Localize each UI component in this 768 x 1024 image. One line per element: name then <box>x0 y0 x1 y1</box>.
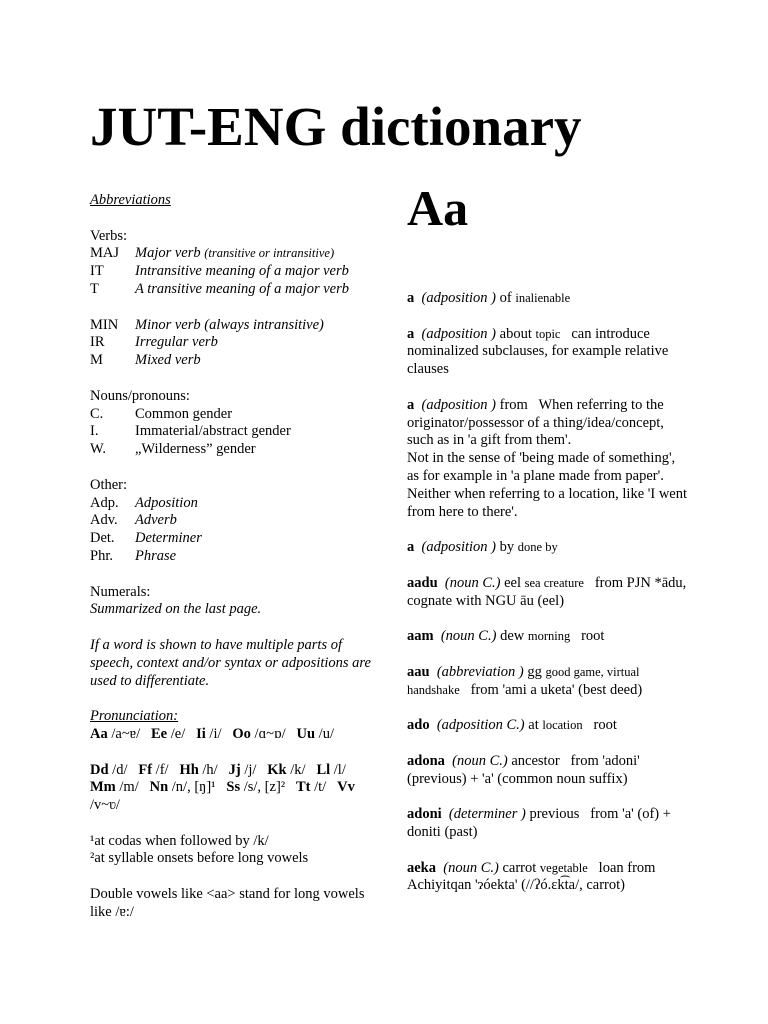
abbreviation-row <box>90 263 380 281</box>
dictionary-entry <box>407 664 689 700</box>
abbreviation-desc <box>135 317 324 335</box>
dictionary-entry <box>407 717 689 735</box>
entry-etymology: from 'ami a uketa' (best deed) <box>470 681 643 698</box>
pronunciation-pair <box>90 762 127 778</box>
entry-note: morning <box>527 629 571 644</box>
entry-etymology: root <box>593 717 617 734</box>
entry-word: a <box>407 290 415 306</box>
entry-word: aadu <box>407 574 438 591</box>
dictionary-entry <box>407 628 689 646</box>
abbreviation-desc-text: Adposition <box>135 494 198 511</box>
abbreviation-code: IR <box>90 334 105 351</box>
pronunciation-ipa: /m/ <box>119 779 139 796</box>
pronunciation-letter: Mm <box>90 779 116 796</box>
abbreviations-column <box>90 192 380 922</box>
pronunciation-pair <box>90 726 140 742</box>
dictionary-entry <box>407 290 689 308</box>
pronunciation-ipa: /ɑ~ɒ/ <box>254 725 286 742</box>
pronunciation-ipa: /u/ <box>318 725 334 742</box>
pronunciation-pair <box>151 726 185 742</box>
abbreviations-heading: Abbreviations <box>90 192 171 208</box>
pronunciation-letter: Aa <box>90 725 108 742</box>
verbs-list <box>90 245 380 370</box>
entry-gloss: about <box>499 325 532 342</box>
entry-etymology: loan from Achiyitqan 'ɂóekta' (//ʔó.ɛk͡ta/, carrot) <box>407 859 656 894</box>
abbreviation-row <box>90 245 380 263</box>
abbreviation-desc-text: Major verb <box>135 245 201 262</box>
pronunciation-ipa: /n/, [ŋ]¹ <box>171 779 216 796</box>
abbreviation-row <box>90 423 380 441</box>
vowel-list <box>90 726 380 744</box>
entry-gloss: at <box>528 717 539 734</box>
pronunciation-pair <box>150 779 216 795</box>
dictionary-entry <box>407 397 689 522</box>
pronunciation-letter: Nn <box>149 779 169 796</box>
pronunciation-pair <box>316 762 345 778</box>
entry-gloss: carrot <box>502 859 537 876</box>
pronunciation-pair <box>297 726 334 742</box>
abbreviation-row <box>90 334 380 352</box>
abbreviation-code: T <box>90 280 99 297</box>
abbreviation-desc-text: „Wilderness” gender <box>135 441 256 458</box>
entry-etymology: can introduce nominalized subclauses, for example relative clauses <box>407 325 669 378</box>
abbreviation-code: Adv. <box>90 512 118 529</box>
entry-note: location <box>542 718 583 733</box>
pronunciation-pair <box>90 779 139 795</box>
entry-word: adoni <box>407 806 442 823</box>
nouns-list <box>90 406 380 459</box>
double-vowels-note: Double vowels like <aa> stand for long vowels like /ɐ:/ <box>90 886 365 920</box>
entry-word: adona <box>407 752 445 769</box>
pronunciation-ipa: /k/ <box>290 761 306 778</box>
pronunciation-heading: Pronunciation: <box>90 708 179 725</box>
abbreviation-desc <box>135 281 349 299</box>
pronunciation-pair <box>232 726 285 742</box>
entry-gloss: eel <box>504 574 522 591</box>
dictionary-entry <box>407 326 689 379</box>
entry-pos: (noun C.) <box>444 574 501 591</box>
entry-note: done by <box>517 540 558 555</box>
footnote: ¹at codas when followed by /k/ <box>90 832 269 849</box>
entry-gloss: previous <box>529 806 580 823</box>
abbreviation-row <box>90 548 380 566</box>
pronunciation-letter: Ii <box>196 725 206 742</box>
pronunciation-pair <box>138 762 168 778</box>
entry-pos: (adposition C.) <box>436 717 525 734</box>
pronunciation-letter: Oo <box>232 725 251 742</box>
entry-word: a <box>407 396 415 413</box>
pronunciation-letter: Ll <box>316 761 331 778</box>
abbreviation-desc-text: Adverb <box>135 512 177 529</box>
abbreviation-desc <box>135 334 218 352</box>
abbreviation-desc <box>135 406 232 424</box>
numerals-label: Numerals: <box>90 583 151 600</box>
numerals-note: Summarized on the last page. <box>90 601 262 618</box>
pronunciation-pair <box>267 762 305 778</box>
entry-list <box>407 290 689 895</box>
pronunciation-letter: Kk <box>267 761 287 778</box>
abbreviation-desc-text: Minor verb (always intransitive) <box>135 316 324 333</box>
pronunciation-ipa: /i/ <box>209 725 222 742</box>
pronunciation-ipa: /j/ <box>244 761 257 778</box>
entry-word: ado <box>407 717 430 734</box>
abbreviation-desc-text: Intransitive meaning of a major verb <box>135 263 349 280</box>
entry-pos: (abbreviation ) <box>436 663 524 680</box>
entry-etymology: from 'a' (of) + doniti (past) <box>407 806 671 840</box>
entry-word: aau <box>407 663 430 680</box>
abbreviation-desc-text: Determiner <box>135 530 202 547</box>
abbreviation-code: Det. <box>90 530 115 547</box>
abbreviation-code: C. <box>90 405 104 422</box>
entry-gloss: ancestor <box>511 752 560 769</box>
pronunciation-letter: Ee <box>151 725 168 742</box>
abbreviation-row <box>90 317 380 335</box>
entry-pos: (noun C.) <box>440 628 497 645</box>
abbreviation-desc <box>135 495 198 513</box>
abbreviation-code: Adp. <box>90 494 119 511</box>
pronunciation-pair <box>196 726 221 742</box>
abbreviation-desc <box>135 423 291 441</box>
abbreviation-code: M <box>90 352 103 369</box>
abbreviation-desc <box>135 352 201 370</box>
abbreviation-desc <box>135 441 256 459</box>
entry-etymology: When referring to the originator/possessor of a thing/idea/concept, such as in 'a gift from them'. Not in the sense of 'being made of something', as for example in 'a plane made from paper'. Neither when referring to a location, like 'I went from here to there'. <box>407 396 688 520</box>
abbreviation-desc <box>135 548 176 566</box>
pronunciation-ipa: /e/ <box>170 725 186 742</box>
abbreviation-code: W. <box>90 441 106 458</box>
pronunciation-ipa: /a~ɐ/ <box>111 725 141 742</box>
entry-pos: (adposition ) <box>421 396 497 413</box>
other-list <box>90 495 380 566</box>
entry-pos: (adposition ) <box>421 290 497 306</box>
abbreviation-code: Phr. <box>90 547 113 564</box>
dictionary-entry <box>407 575 689 611</box>
abbreviation-desc-text: Mixed verb <box>135 352 201 369</box>
pronunciation-letter: Vv <box>337 779 355 796</box>
pronunciation-pair <box>226 779 285 795</box>
entry-gloss: dew <box>500 628 525 645</box>
dictionary-entry <box>407 539 689 557</box>
multi-pos-note: If a word is shown to have multiple parts of speech, context and/or syntax or adpositions are used to differentiate. <box>90 636 371 689</box>
consonant-list <box>90 762 380 815</box>
dictionary-entry <box>407 753 689 789</box>
other-label: Other: <box>90 476 128 493</box>
pronunciation-pair <box>296 779 326 795</box>
pronunciation-letter: Ss <box>226 779 241 796</box>
entry-gloss: gg <box>527 663 542 680</box>
entry-pos: (determiner ) <box>448 806 526 823</box>
abbreviation-code: IT <box>90 263 104 280</box>
abbreviation-row <box>90 441 380 459</box>
abbreviation-desc <box>135 512 177 530</box>
entry-word: aeka <box>407 859 436 876</box>
entry-note: topic <box>535 326 561 341</box>
pronunciation-letter: Dd <box>90 761 109 778</box>
entries-column <box>407 180 689 913</box>
section-letter: Aa <box>407 180 469 236</box>
nouns-label: Nouns/pronouns: <box>90 387 190 404</box>
page-title: JUT-ENG dictionary <box>90 96 582 157</box>
abbreviation-desc <box>135 245 334 263</box>
entry-word: a <box>407 325 415 342</box>
pronunciation-letter: Jj <box>228 761 241 778</box>
abbreviation-code: I. <box>90 423 99 440</box>
entry-note: vegetable <box>539 860 588 875</box>
pronunciation-ipa: /s/, [z]² <box>243 779 286 796</box>
pronunciation-pair <box>179 762 217 778</box>
abbreviation-desc <box>135 263 349 281</box>
abbreviation-desc-text: A transitive meaning of a major verb <box>135 280 349 297</box>
abbreviation-code: MAJ <box>90 245 120 262</box>
abbreviation-desc-text: Common gender <box>135 405 233 422</box>
pronunciation-letter: Uu <box>296 725 316 742</box>
pronunciation-ipa: /f/ <box>155 761 169 778</box>
footnote: ²at syllable onsets before long vowels <box>90 850 309 867</box>
pronunciation-letter: Hh <box>179 761 199 778</box>
entry-etymology: root <box>581 628 605 645</box>
pronunciation-pair <box>229 762 257 778</box>
dictionary-entry <box>407 806 689 842</box>
entry-word: aam <box>407 628 434 645</box>
pronunciation-ipa: /v~ʋ/ <box>90 797 120 814</box>
abbreviation-row <box>90 495 380 513</box>
pronunciation-letter: Tt <box>296 779 311 796</box>
abbreviation-desc-text: Irregular verb <box>135 334 218 351</box>
pronunciation-ipa: /l/ <box>333 761 346 778</box>
verbs-label: Verbs: <box>90 227 128 244</box>
abbreviation-row <box>90 352 380 370</box>
entry-note: good game, virtual handshake <box>407 664 640 697</box>
pronunciation-letter: Ff <box>138 761 153 778</box>
entry-gloss: of <box>499 290 512 306</box>
abbreviation-row <box>90 512 380 530</box>
abbreviation-row <box>90 406 380 424</box>
abbreviation-desc <box>135 530 202 548</box>
pronunciation-ipa: /t/ <box>314 779 327 796</box>
entry-gloss: from <box>499 396 528 413</box>
entry-pos: (noun C.) <box>452 752 508 769</box>
spacer <box>90 299 380 317</box>
entry-gloss: by <box>499 539 515 556</box>
abbreviation-note: (transitive or intransitive) <box>204 246 335 261</box>
pronunciation-ipa: /d/ <box>112 761 128 778</box>
entry-pos: (noun C.) <box>443 859 499 876</box>
dictionary-entry <box>407 860 689 896</box>
entry-etymology: from 'adoni' (previous) + 'a' (common noun suffix) <box>407 752 640 787</box>
abbreviation-code: MIN <box>90 316 119 333</box>
pronunciation-ipa: /h/ <box>202 761 218 778</box>
entry-pos: (adposition ) <box>421 325 497 342</box>
entry-etymology: from PJN *ādu, cognate with NGU āu (eel) <box>407 574 687 609</box>
entry-word: a <box>407 539 415 556</box>
entry-note: sea creature <box>524 575 584 590</box>
abbreviation-row <box>90 530 380 548</box>
abbreviation-desc-text: Phrase <box>135 547 177 564</box>
entry-pos: (adposition ) <box>421 539 497 556</box>
abbreviation-row <box>90 281 380 299</box>
abbreviation-desc-text: Immaterial/abstract gender <box>135 423 291 440</box>
entry-note: inalienable <box>515 291 571 305</box>
